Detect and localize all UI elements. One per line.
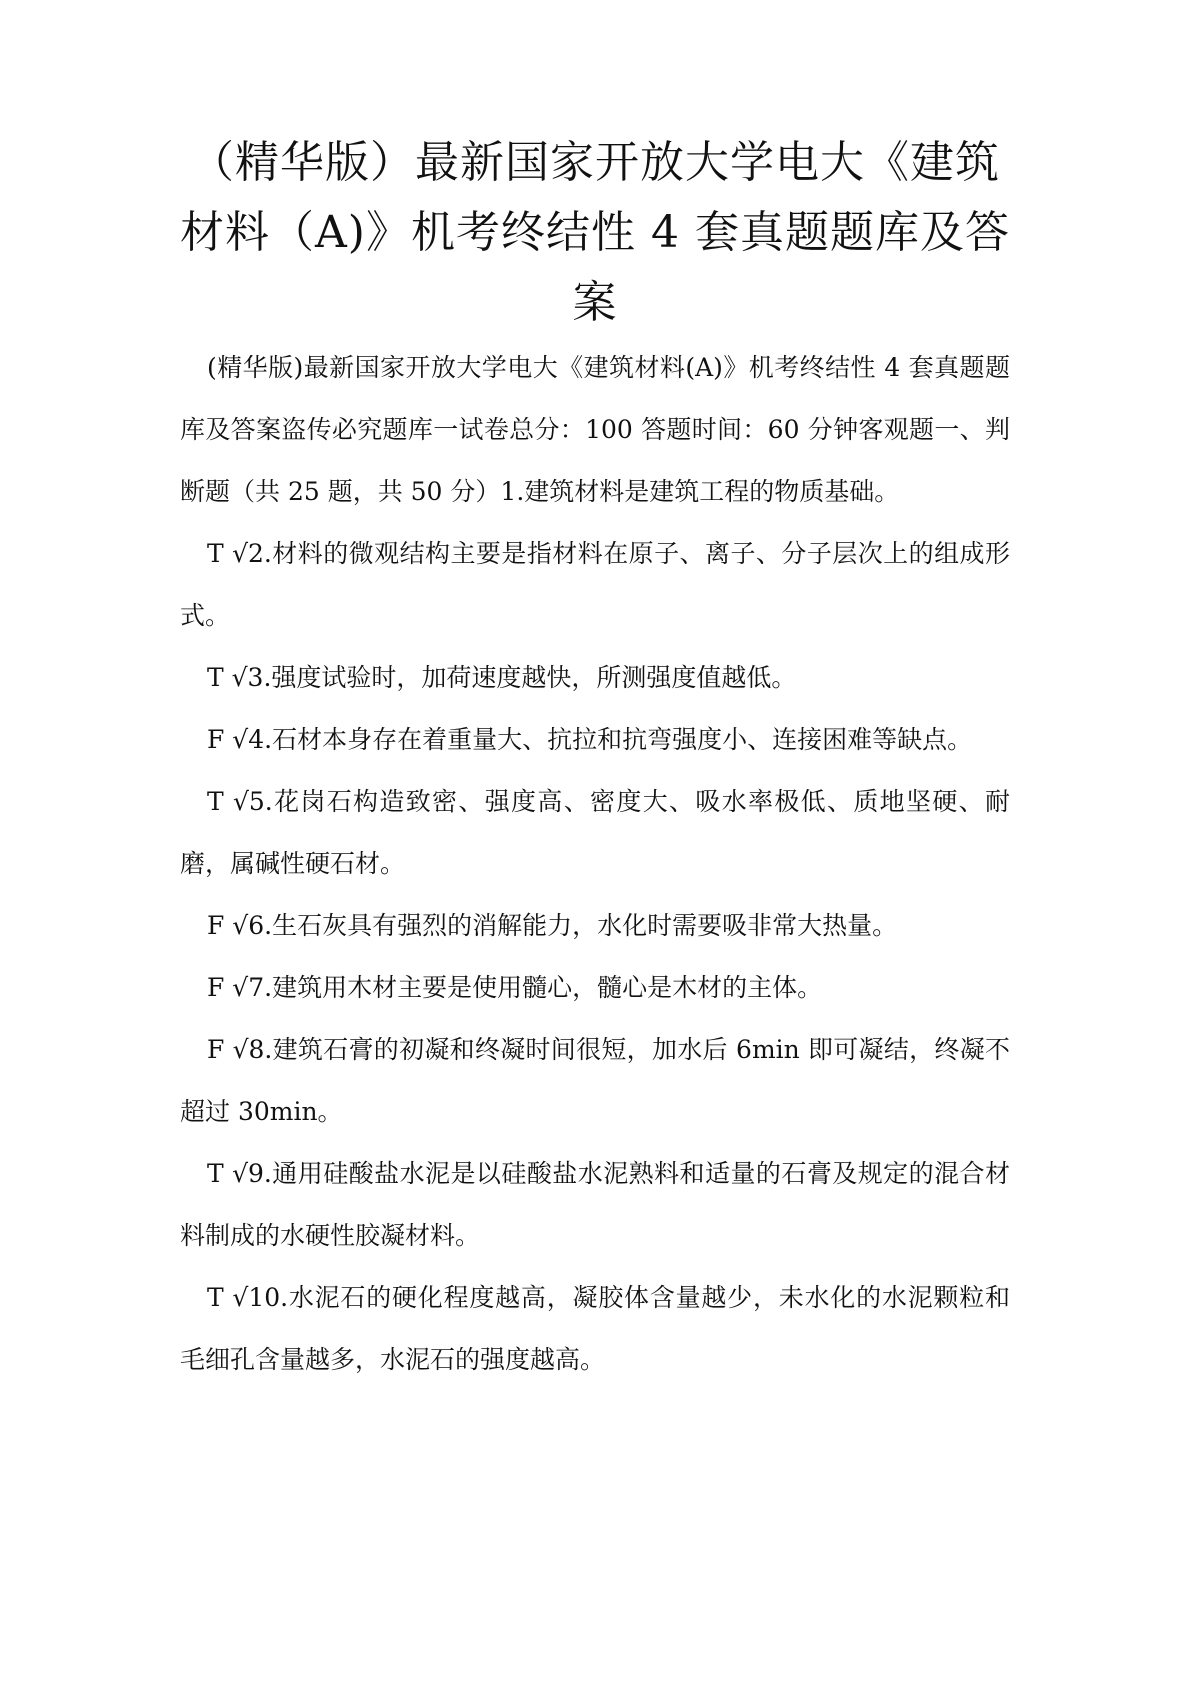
paragraph-intro: (精华版)最新国家开放大学电大《建筑材料(A)》机考终结性 4 套真题题库及答案盗传必究题库一试卷总分：100 答题时间：60 分钟客观题一、判断题（共 25 题，共 50 分）1.建筑材料是建筑工程的物质基础。 xyxy=(180,353,1010,506)
paragraph-q9: T √9.通用硅酸盐水泥是以硅酸盐水泥熟料和适量的石膏及规定的混合材料制成的水硬性胶凝材料。 xyxy=(180,1159,1010,1250)
paragraph-q7: F √7.建筑用木材主要是使用髓心，髓心是木材的主体。 xyxy=(207,973,823,1002)
paragraph-q5: T √5.花岗石构造致密、强度高、密度大、吸水率极低、质地坚硬、耐磨，属碱性硬石材。 xyxy=(180,787,1010,878)
paragraph-q3: T √3.强度试验时，加荷速度越快，所测强度值越低。 xyxy=(207,663,797,692)
paragraph-q10: T √10.水泥石的硬化程度越高，凝胶体含量越少，未水化的水泥颗粒和毛细孔含量越多，水泥石的强度越高。 xyxy=(180,1283,1010,1374)
paragraph-q8: F √8.建筑石膏的初凝和终凝时间很短，加水后 6min 即可凝结，终凝不超过 30min。 xyxy=(180,1035,1010,1126)
paragraph-q2: T √2.材料的微观结构主要是指材料在原子、离子、分子层次上的组成形式。 xyxy=(180,539,1010,630)
document-title: （精华版）最新国家开放大学电大《建筑材料（A)》机考终结性 4 套真题题库及答案 xyxy=(180,137,1010,328)
paragraph-q4: F √4.石材本身存在着重量大、抗拉和抗弯强度小、连接困难等缺点。 xyxy=(207,725,973,754)
paragraph-q6: F √6.生石灰具有强烈的消解能力，水化时需要吸非常大热量。 xyxy=(207,911,898,940)
document-body xyxy=(180,337,1010,1391)
